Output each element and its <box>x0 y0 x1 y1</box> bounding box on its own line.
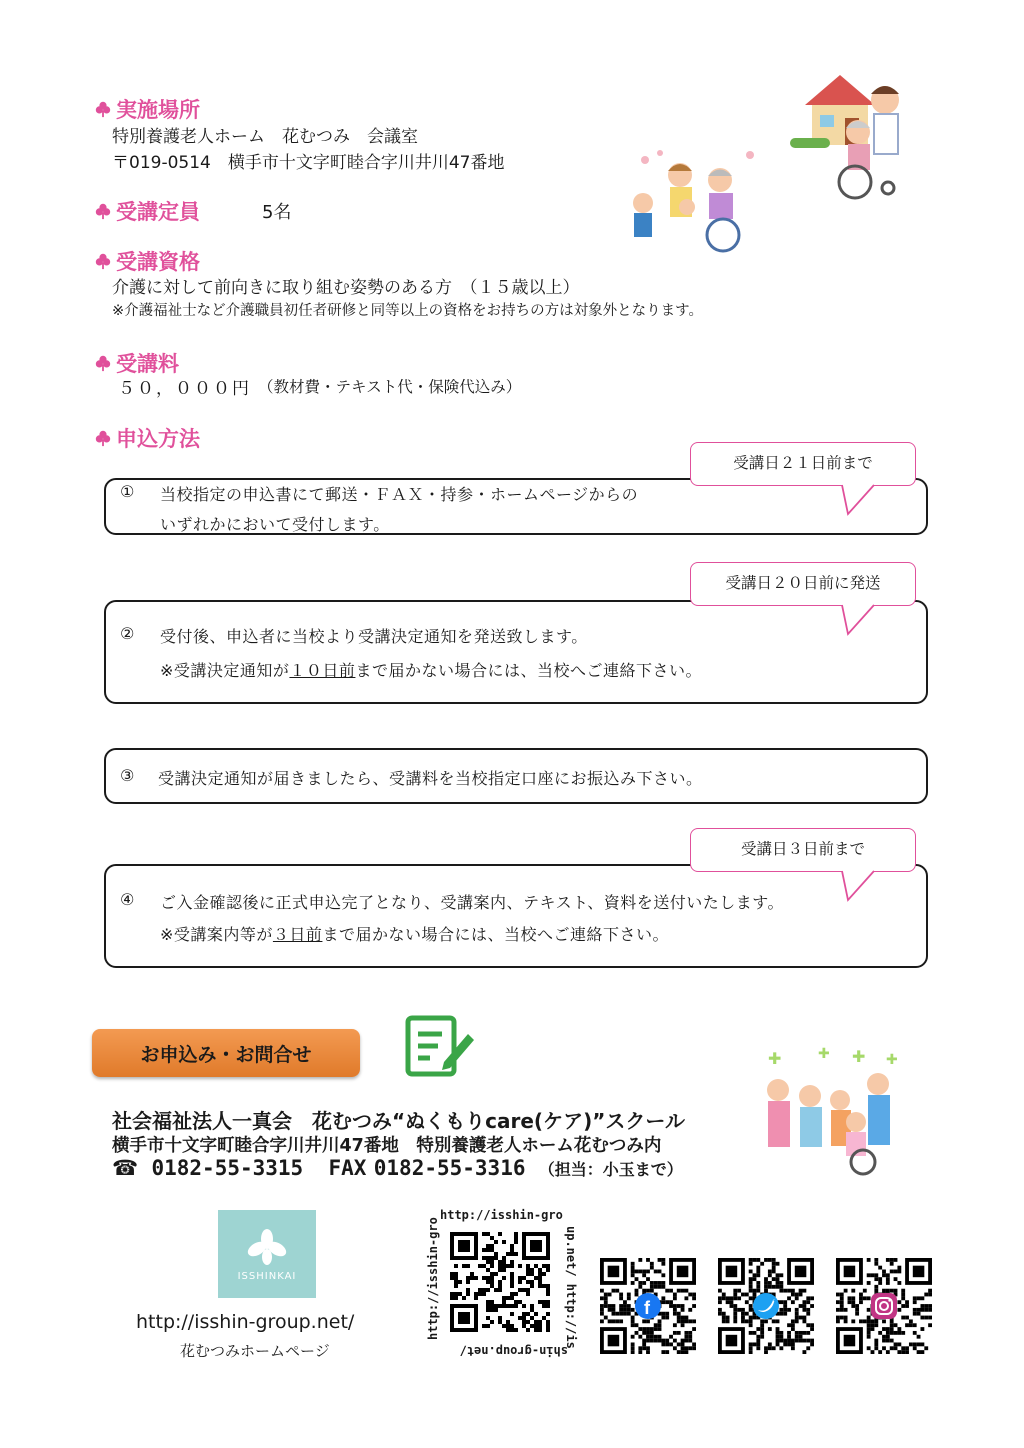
step-2-box <box>104 600 928 704</box>
fax-label: FAX <box>328 1156 367 1180</box>
telephone-number[interactable]: 0182-55-3315 <box>151 1156 304 1180</box>
clover-icon <box>94 252 112 270</box>
section-capacity-heading: 受講定員 <box>94 196 200 226</box>
homepage-qr-code-icon[interactable] <box>450 1232 550 1332</box>
twitter-icon <box>752 1292 780 1320</box>
care-staff-group-illustration <box>748 1044 908 1176</box>
step-3-number: ③ <box>120 766 135 785</box>
fax-number: 0182-55-3316 <box>373 1156 526 1180</box>
clover-icon <box>94 100 112 118</box>
qr-url-top: http://isshin-gro <box>440 1208 563 1222</box>
flower-logo-icon <box>245 1227 289 1267</box>
step-2-number: ② <box>120 624 135 643</box>
clover-icon <box>94 202 112 220</box>
svg-text:✚: ✚ <box>886 1052 898 1068</box>
step-1-deadline-bubble: 受講日２１日前まで <box>690 442 916 486</box>
step-1-number: ① <box>120 482 135 501</box>
fee-value: ５０，０００円 <box>118 379 251 399</box>
homepage-label: 花むつみホームページ <box>180 1342 330 1360</box>
section-eligibility-heading: 受講資格 <box>94 246 200 276</box>
clover-icon <box>94 354 112 372</box>
step-4-line2: ※受講案内等が３日前まで届かない場合には、当校へご連絡下さい。 <box>160 925 669 944</box>
svg-text:✚: ✚ <box>852 1047 866 1066</box>
step-4-deadline-bubble: 受講日３日前まで <box>690 828 916 872</box>
svg-text:✚: ✚ <box>768 1049 782 1068</box>
venue-line2: 〒019-0514 横手市十文字町睦合字川井川47番地 <box>112 153 505 173</box>
step-3-line1: 受講決定通知が届きましたら、受講料を当校指定口座にお振込み下さい。 <box>158 769 703 788</box>
venue-line1: 特別養護老人ホーム 花むつみ 会議室 <box>112 127 418 147</box>
house-caregiver-illustration <box>790 70 930 200</box>
contact-person: （担当：小玉まで） <box>538 1160 683 1179</box>
eligibility-line1: 介護に対して前向きに取り組む姿勢のある方 （１５歳以上） <box>112 278 580 298</box>
capacity-value: 5名 <box>262 202 292 223</box>
section-fee-heading: 受講料 <box>94 348 179 378</box>
instagram-icon <box>870 1292 898 1320</box>
section-apply-heading: 申込方法 <box>94 423 200 453</box>
svg-text:✚: ✚ <box>818 1046 830 1062</box>
facebook-icon <box>634 1292 662 1320</box>
step-2-line1: 受付後、申込者に当校より受講決定通知を発送致します。 <box>160 627 588 646</box>
qr-url-bottom: shin-group.net/ <box>459 1344 568 1358</box>
svg-text:f: f <box>644 1298 650 1318</box>
fee-detail: （教材費・テキスト代・保険代込み） <box>258 378 522 396</box>
step-2-line2: ※受講決定通知が１０日前まで届かない場合には、当校へご連絡下さい。 <box>160 661 702 680</box>
family-illustration <box>625 145 770 255</box>
bubble-tail-icon <box>840 870 880 902</box>
inquiry-button[interactable]: お申込み・お問合せ <box>92 1029 360 1077</box>
step-4-line1: ご入金確認後に正式申込完了となり、受講案内、テキスト、資料を送付いたします。 <box>160 893 784 912</box>
eligibility-note: ※介護福祉士など介護職員初任者研修と同等以上の資格をお持ちの方は対象外となります。 <box>112 303 703 319</box>
phone-fax-line <box>112 1156 683 1180</box>
telephone-icon: ☎ <box>112 1156 139 1180</box>
qr-url-right: up.net/ http://is <box>564 1226 578 1349</box>
logo-text: ISSHINKAI <box>237 1270 297 1282</box>
bubble-tail-icon <box>840 484 880 516</box>
step-4-box <box>104 864 928 968</box>
bubble-tail-icon <box>840 604 880 636</box>
step-1-line2: いずれかにおいて受付します。 <box>160 515 390 534</box>
clover-icon <box>94 429 112 447</box>
homepage-url[interactable]: http://isshin-group.net/ <box>136 1311 355 1333</box>
qr-url-left: http://isshin-gro <box>426 1217 440 1340</box>
organization-address: 横手市十文字町睦合字川井川47番地 特別養護老人ホーム花むつみ内 <box>112 1136 662 1156</box>
memo-edit-icon <box>404 1012 476 1080</box>
section-venue-heading: 実施場所 <box>94 94 200 124</box>
step-1-line1: 当校指定の申込書にて郵送・ＦＡＸ・持参・ホームページからの <box>160 485 639 504</box>
step-2-deadline-bubble: 受講日２０日前に発送 <box>690 562 916 606</box>
isshinkai-logo <box>218 1210 316 1298</box>
organization-name: 社会福祉法人一真会 花むつみ“ぬくもりcare(ケア)”スクール <box>112 1109 685 1133</box>
step-4-number: ④ <box>120 890 135 909</box>
